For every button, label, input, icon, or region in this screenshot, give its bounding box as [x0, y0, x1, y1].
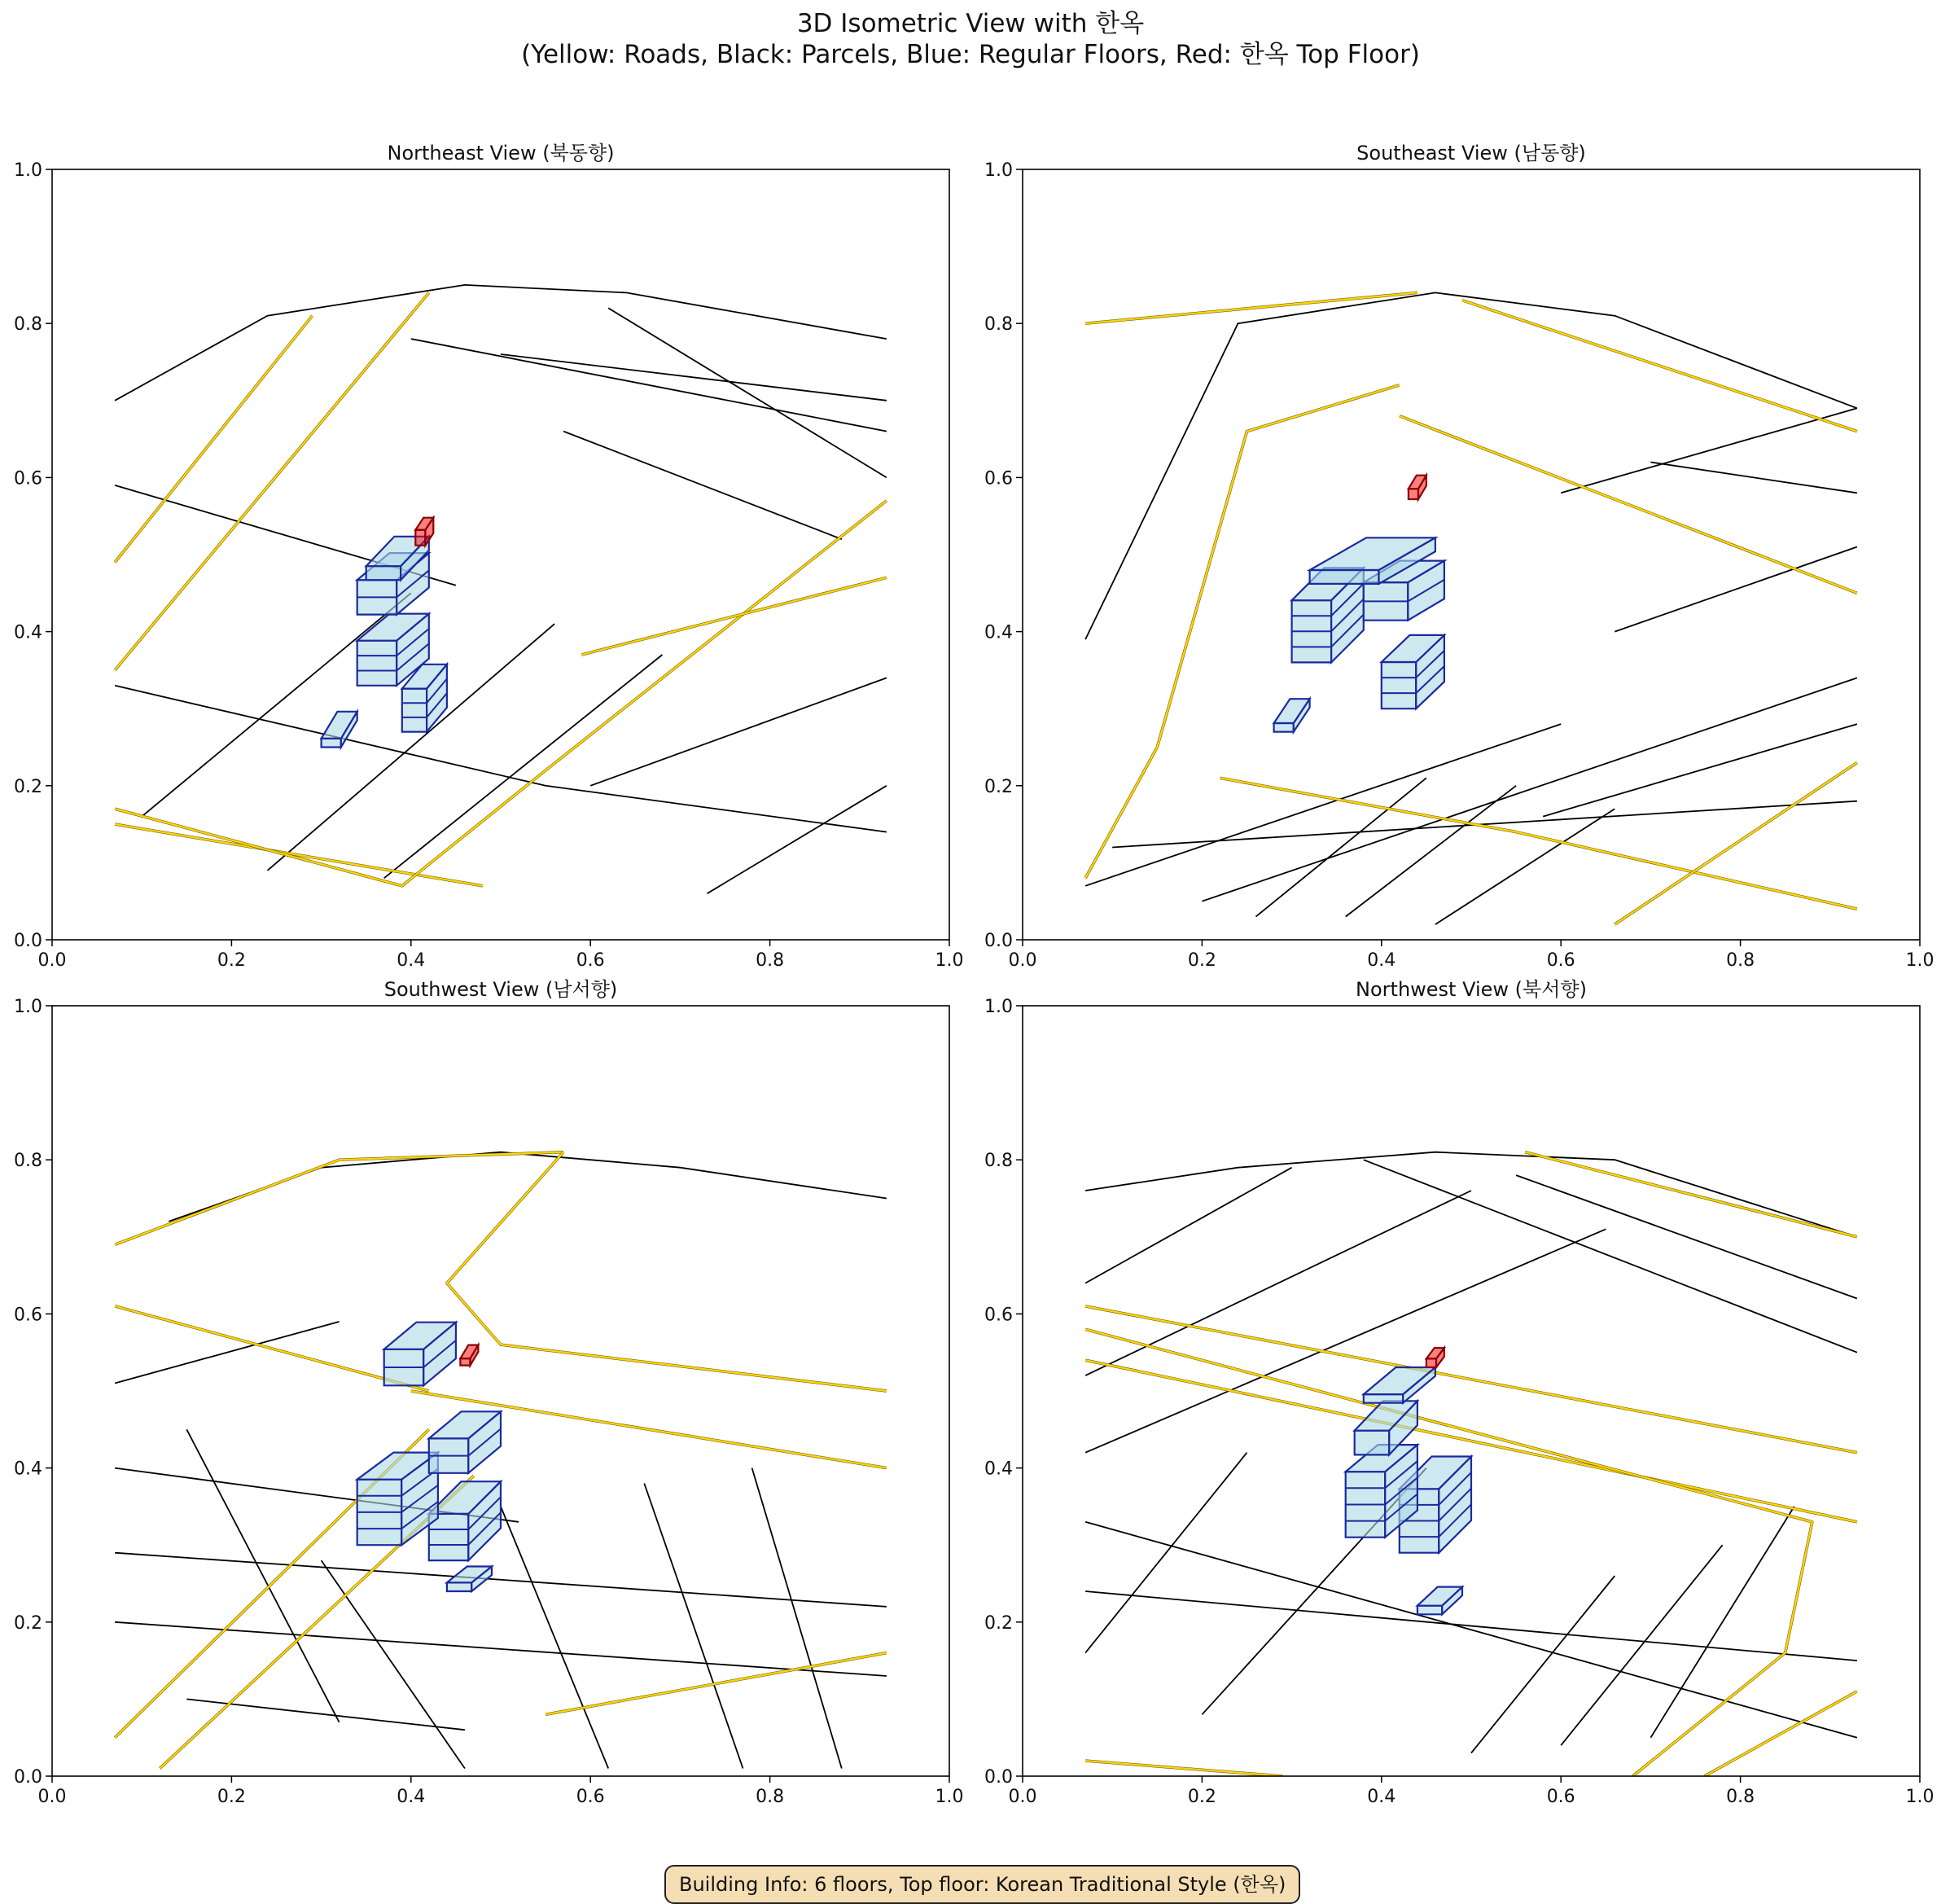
parcel-boundary-1 [115, 285, 887, 401]
face-front [1310, 570, 1379, 584]
panel-title: Southwest View (남서향) [383, 978, 618, 1001]
parcel-boundary-12 [708, 786, 887, 893]
road-line-5 [1462, 301, 1857, 432]
building-info-box: Building Info: 6 floors, Top floor: Korean Traditional Style (한옥) [664, 1865, 1300, 1904]
parcel-boundary-5 [115, 1622, 887, 1676]
parcel-boundary-11 [590, 678, 887, 785]
y-tick-label: 0.0 [984, 931, 1013, 951]
parcel-boundary-4 [1085, 1229, 1606, 1452]
y-tick-label: 1.0 [14, 160, 42, 181]
x-tick-label: 0.6 [1546, 1787, 1575, 1807]
building-floor-block-1 [1417, 1587, 1462, 1615]
parcel-boundary-2 [1085, 1168, 1292, 1283]
plot-area [1085, 292, 1857, 924]
road-line-5 [1705, 1691, 1857, 1776]
parcel-boundary-8 [501, 1507, 608, 1769]
road-edge-4 [1220, 778, 1856, 909]
building-floor-block-5 [384, 1323, 456, 1386]
building-floor-block-3 [357, 1453, 438, 1546]
plot-area [1085, 1152, 1857, 1776]
x-tick-label: 1.0 [935, 1787, 964, 1807]
parcel-boundary-1 [169, 1152, 887, 1222]
axes-panel-3 [14, 978, 964, 1807]
x-tick-label: 0.8 [756, 950, 785, 971]
y-tick-label: 0.2 [14, 1612, 42, 1634]
face-front [366, 566, 401, 580]
building-floor-block-2 [1382, 635, 1444, 709]
y-tick-label: 0.4 [984, 1459, 1013, 1480]
parcel-boundary-12 [1364, 1160, 1857, 1353]
x-tick-label: 0.2 [1187, 1787, 1216, 1807]
figure-title-line1: 3D Isometric View with 한옥 [796, 9, 1145, 38]
parcel-boundary-7 [322, 1560, 465, 1768]
parcel-boundary-10 [1615, 547, 1857, 632]
parcel-boundary-4 [115, 1553, 887, 1607]
panel-title: Northwest View (북서향) [1356, 978, 1587, 1001]
face-front [1355, 1431, 1390, 1455]
parcel-boundary-4 [142, 593, 411, 816]
y-tick-label: 0.6 [14, 468, 42, 489]
face-front [1274, 723, 1294, 732]
x-tick-label: 0.8 [756, 1787, 785, 1807]
y-tick-label: 0.8 [14, 314, 42, 336]
x-tick-label: 0.4 [397, 1787, 426, 1807]
y-tick-label: 0.2 [14, 776, 42, 797]
y-tick-label: 0.0 [14, 1767, 42, 1788]
y-tick-label: 0.8 [984, 314, 1013, 336]
y-tick-label: 0.0 [14, 931, 42, 951]
y-tick-label: 1.0 [984, 160, 1013, 181]
parcel-boundary-2 [115, 1322, 340, 1384]
x-tick-label: 0.2 [217, 1787, 246, 1807]
x-tick-label: 0.0 [37, 950, 67, 971]
panel-title: Southeast View (남동향) [1356, 142, 1586, 165]
building-floor-block-5 [1364, 1367, 1435, 1403]
building-floor-block-1 [322, 712, 357, 748]
face-front [1417, 1606, 1442, 1615]
parcel-boundary-3 [1085, 1191, 1471, 1375]
y-tick-label: 1.0 [14, 997, 42, 1017]
face-front [1409, 489, 1418, 499]
road-line-4 [115, 501, 887, 886]
hanok-top-floor [415, 518, 433, 546]
plot-area [115, 285, 887, 893]
x-tick-label: 0.0 [1008, 950, 1037, 971]
building-floor-block-1 [1274, 699, 1310, 731]
y-tick-label: 0.4 [14, 1459, 42, 1480]
road-line-4 [1085, 1761, 1283, 1776]
parcel-boundary-7 [1085, 1453, 1247, 1653]
face-front [1426, 1358, 1436, 1367]
x-tick-label: 1.0 [1905, 1787, 1934, 1807]
axes-panel-1 [14, 142, 964, 971]
road-edge-4 [115, 501, 887, 886]
x-tick-label: 1.0 [935, 950, 964, 971]
y-tick-label: 0.6 [984, 468, 1013, 489]
road-line-1 [1085, 292, 1417, 323]
parcel-boundary-9 [644, 1484, 743, 1769]
x-tick-label: 0.6 [1546, 950, 1575, 971]
y-tick-label: 0.6 [984, 1305, 1013, 1326]
road-line-3 [115, 824, 483, 886]
x-tick-label: 0.4 [1367, 950, 1396, 971]
y-tick-label: 0.8 [14, 1151, 42, 1172]
axes-panel-2 [984, 142, 1934, 971]
road-line-4 [1220, 778, 1856, 909]
x-tick-label: 0.4 [397, 950, 426, 971]
building-floor-block-1 [447, 1567, 492, 1592]
road-line-1 [115, 316, 313, 563]
parcel-boundary-11 [1543, 724, 1857, 817]
parcel-boundary-10 [1561, 1545, 1722, 1745]
face-front [460, 1358, 470, 1365]
face-front [415, 530, 425, 546]
axes-panel-4 [984, 978, 1934, 1807]
axes-frame [1023, 1006, 1920, 1776]
hanok-top-floor [460, 1345, 478, 1366]
face-front [357, 641, 397, 686]
parcel-boundary-1 [1085, 1152, 1857, 1237]
y-tick-label: 0.2 [984, 1612, 1013, 1634]
face-front [402, 689, 427, 732]
parcel-boundary-10 [563, 432, 842, 540]
parcel-boundary-8 [608, 308, 887, 477]
hanok-top-floor [1409, 476, 1426, 499]
parcel-boundary-9 [1650, 463, 1856, 494]
parcel-boundary-5 [1085, 1522, 1857, 1738]
face-front [1364, 1394, 1403, 1403]
road-line-5 [115, 1306, 429, 1391]
parcel-boundary-9 [411, 339, 887, 431]
y-tick-label: 0.6 [14, 1305, 42, 1326]
x-tick-label: 0.2 [217, 950, 246, 971]
axes-frame [52, 169, 949, 940]
parcel-boundary-10 [752, 1468, 842, 1769]
road-line-5 [581, 577, 887, 655]
y-tick-label: 0.0 [984, 1767, 1013, 1788]
y-tick-label: 0.2 [984, 776, 1013, 797]
building-floor-block-4 [429, 1411, 501, 1473]
face-front [322, 739, 341, 748]
x-tick-label: 0.6 [576, 1787, 605, 1807]
y-tick-label: 0.8 [984, 1151, 1013, 1172]
y-tick-label: 1.0 [984, 997, 1013, 1017]
parcel-boundary-6 [186, 1429, 339, 1722]
x-tick-label: 0.8 [1726, 950, 1755, 971]
road-line-3 [1400, 416, 1857, 594]
x-tick-label: 0.2 [1187, 950, 1216, 971]
x-tick-label: 0.0 [37, 1787, 67, 1807]
road-line-3 [1525, 1152, 1857, 1237]
face-front [1382, 662, 1416, 709]
parcel-boundary-6 [1085, 1591, 1857, 1661]
y-tick-label: 0.4 [14, 622, 42, 643]
plot-area [115, 1152, 887, 1769]
face-front [447, 1582, 471, 1591]
figure-title-line2: (Yellow: Roads, Black: Parcels, Blue: Regular Floors, Red: 한옥 Top Floor) [521, 40, 1420, 69]
parcel-boundary-8 [1561, 408, 1857, 493]
axes-frame [52, 1006, 949, 1776]
x-tick-label: 1.0 [1905, 950, 1934, 971]
x-tick-label: 0.4 [1367, 1787, 1396, 1807]
x-tick-label: 0.6 [576, 950, 605, 971]
building-floor-block-2 [429, 1481, 501, 1560]
panel-title: Northeast View (북동향) [387, 142, 615, 165]
x-tick-label: 0.0 [1008, 1787, 1037, 1807]
parcel-boundary-3 [1112, 801, 1857, 848]
hanok-top-floor [1426, 1348, 1444, 1367]
parcel-boundary-3 [115, 686, 887, 832]
y-tick-label: 0.4 [984, 622, 1013, 643]
x-tick-label: 0.8 [1726, 1787, 1755, 1807]
road-line-6 [545, 1653, 887, 1715]
